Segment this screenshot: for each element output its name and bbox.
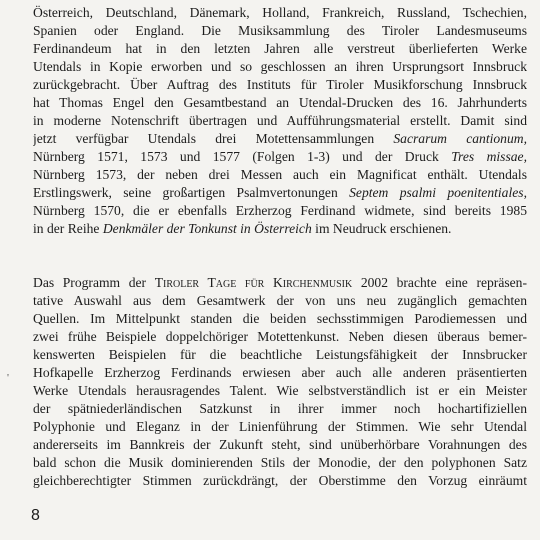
page-number: 8 xyxy=(31,507,40,524)
text-run: Erstlingswerk, seine großartigen Psalmvertonungen xyxy=(33,185,338,200)
text-line: Erstlingswerk, seine großartigen Psalmvertonungen Septem psalmi poenitentiales, xyxy=(33,185,527,200)
text-run: in der Reihe xyxy=(33,221,100,236)
paragraph-1 xyxy=(33,4,527,238)
text-run: im Neudruck erschienen. xyxy=(315,221,452,236)
text-line: tative Auswahl aus dem Gesamtwerk der von uns neu zugänglich gemachten xyxy=(33,293,527,308)
text-line: der spätniederländischen Satzkunst in ihrer immer noch hochartifiziellen xyxy=(33,401,527,416)
text-line xyxy=(33,220,527,238)
text-run: 2002 brachte eine repräsen- xyxy=(360,275,527,290)
text-line: Polyphonie und Eleganz in der Linienführung der Stimmen. Wie sehr Utendal xyxy=(33,419,527,434)
text-line: gleichberechtigter Stimmen zurückdrängt, der Oberstimme den Vorzug einräumt xyxy=(33,473,527,488)
text-line xyxy=(33,130,527,148)
paragraph-2 xyxy=(33,274,527,490)
text-run: Das Programm der xyxy=(33,275,147,290)
text-line: hat Thomas Engel den Gesamtbestand an Utendal-Drucken des 16. Jahrhunderts xyxy=(33,95,527,110)
text-line: zwei frühe Beispiele doppelchöriger Motettenkunst. Neben diesen überaus bemer- xyxy=(33,329,527,344)
text-line: zurückgebracht. Über Auftrag des Instituts für Tiroler Musikforschung Innsbruck xyxy=(33,77,527,92)
text-line: Ferdinandeum hat in den letzten Jahren alle verstreut überlieferten Werke xyxy=(33,41,527,56)
text-line xyxy=(33,148,527,166)
title-septem-psalmi: Septem psalmi poenitentiales xyxy=(349,185,524,200)
text-line: Spanien oder England. Die Musiksammlung des Tiroler Landesmuseums xyxy=(33,23,527,38)
text-run: jetzt verfügbar Utendals drei Motettensammlungen xyxy=(33,131,375,146)
text-line: Quellen. Im Mittelpunkt standen die beiden sechsstimmigen Parodiemessen und xyxy=(33,311,527,326)
text-line: Nürnberg 1570, die er ebenfalls Erzherzog Ferdinand widmete, sind bereits 1985 xyxy=(33,203,527,218)
series-title-denkmaeler: Denkmäler der Tonkunst in Österreich xyxy=(102,221,312,236)
margin-mark: ' xyxy=(7,372,9,384)
text-line: andererseits im Bannkreis der Zukunft steht, sind unüberhörbare Vorahnungen des xyxy=(33,437,527,452)
text-line: Nürnberg 1573, der neben drei Messen auch ein Magnificat enthält. Utendals xyxy=(33,167,527,182)
text-line: kenswerten Beispielen für die beachtliche Leistungsfähigkeit der Innsbrucker xyxy=(33,347,527,362)
text-line: Werke Utendals herausragendes Talent. Wie selbstverständlich ist er ein Meister xyxy=(33,383,527,398)
text-line: Utendals in Kopie erworben und so geschlossen an ihren Ursprungsort Innsbruck xyxy=(33,59,527,74)
festival-name: Tiroler Tage für Kirchenmusik xyxy=(154,275,353,290)
text-line xyxy=(33,274,527,292)
text-line: in moderne Notenschrift übertragen und Aufführungsmaterial erstellt. Damit sind xyxy=(33,113,527,128)
title-tres-missae: Tres missae, xyxy=(451,149,527,164)
text-run: Nürnberg 1571, 1573 und 1577 (Folgen 1-3) und der Druck xyxy=(33,149,439,164)
text-line: Österreich, Deutschland, Dänemark, Holland, Frankreich, Russland, Tschechien, xyxy=(33,5,527,20)
title-sacrarum-cantionum: Sacrarum cantionum, xyxy=(393,131,527,146)
text-line: Hofkapelle Erzherzog Ferdinands erwiesen aber auch alle anderen präsentierten xyxy=(33,365,527,380)
text-line: bald schon die Musik dominierenden Stils der Monodie, der den polyphonen Satz xyxy=(33,455,527,470)
